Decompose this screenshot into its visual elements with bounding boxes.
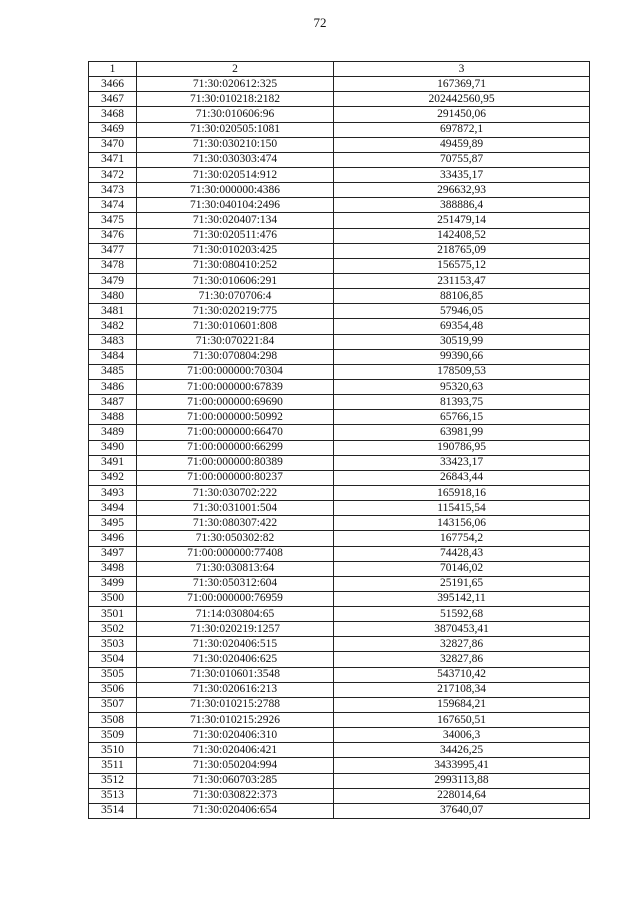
table-body: [89, 77, 590, 819]
cadastral-number-cell: 71:30:020406:654: [137, 803, 334, 818]
value-cell: 251479,14: [334, 213, 590, 228]
row-number-cell: 3479: [89, 273, 137, 288]
row-number-cell: 3487: [89, 395, 137, 410]
cadastral-number-cell: 71:30:010606:96: [137, 107, 334, 122]
table-row: [89, 652, 590, 667]
table-row: [89, 379, 590, 394]
table-row: [89, 455, 590, 470]
value-cell: 70146,02: [334, 561, 590, 576]
value-cell: 217108,34: [334, 682, 590, 697]
table-row: [89, 410, 590, 425]
row-number-cell: 3511: [89, 758, 137, 773]
row-number-cell: 3495: [89, 516, 137, 531]
table-row: [89, 213, 590, 228]
table-row: [89, 243, 590, 258]
row-number-cell: 3502: [89, 622, 137, 637]
table-row: [89, 591, 590, 606]
table-row: [89, 576, 590, 591]
value-cell: 32827,86: [334, 637, 590, 652]
value-cell: 33423,17: [334, 455, 590, 470]
row-number-cell: 3506: [89, 682, 137, 697]
table-row: [89, 682, 590, 697]
value-cell: 57946,05: [334, 304, 590, 319]
cadastral-number-cell: 71:00:000000:80389: [137, 455, 334, 470]
cadastral-number-cell: 71:00:000000:77408: [137, 546, 334, 561]
cadastral-number-cell: 71:30:030210:150: [137, 137, 334, 152]
table-row: [89, 77, 590, 92]
cadastral-number-cell: 71:00:000000:76959: [137, 591, 334, 606]
row-number-cell: 3497: [89, 546, 137, 561]
column-header-2: 2: [137, 62, 334, 77]
cadastral-number-cell: 71:30:020612:325: [137, 77, 334, 92]
column-header-3: 3: [334, 62, 590, 77]
table-row: [89, 395, 590, 410]
value-cell: 115415,54: [334, 501, 590, 516]
cadastral-number-cell: 71:30:020219:1257: [137, 622, 334, 637]
value-cell: 33435,17: [334, 167, 590, 182]
row-number-cell: 3514: [89, 803, 137, 818]
table-row: [89, 773, 590, 788]
table-row: [89, 622, 590, 637]
value-cell: 228014,64: [334, 788, 590, 803]
value-cell: 296632,93: [334, 183, 590, 198]
cadastral-number-cell: 71:30:020616:213: [137, 682, 334, 697]
value-cell: 95320,63: [334, 379, 590, 394]
cadastral-number-cell: 71:30:080410:252: [137, 258, 334, 273]
cadastral-number-cell: 71:30:030813:64: [137, 561, 334, 576]
cadastral-number-cell: 71:30:010218:2182: [137, 92, 334, 107]
row-number-cell: 3470: [89, 137, 137, 152]
cadastral-number-cell: 71:30:020505:1081: [137, 122, 334, 137]
row-number-cell: 3474: [89, 198, 137, 213]
value-cell: 25191,65: [334, 576, 590, 591]
page-number: 72: [313, 15, 327, 30]
table-row: [89, 425, 590, 440]
table-row: [89, 546, 590, 561]
table-row: [89, 289, 590, 304]
value-cell: 34426,25: [334, 743, 590, 758]
table-row: [89, 137, 590, 152]
cadastral-number-cell: 71:30:010601:3548: [137, 667, 334, 682]
cadastral-number-cell: 71:30:010215:2926: [137, 713, 334, 728]
row-number-cell: 3498: [89, 561, 137, 576]
cadastral-number-cell: 71:30:070706:4: [137, 289, 334, 304]
value-cell: 167650,51: [334, 713, 590, 728]
table-row: [89, 349, 590, 364]
row-number-cell: 3500: [89, 591, 137, 606]
value-cell: 3870453,41: [334, 622, 590, 637]
row-number-cell: 3513: [89, 788, 137, 803]
value-cell: 26843,44: [334, 470, 590, 485]
cadastral-number-cell: 71:30:020406:421: [137, 743, 334, 758]
table-row: [89, 667, 590, 682]
row-number-cell: 3485: [89, 364, 137, 379]
table-row: [89, 470, 590, 485]
cadastral-number-cell: 71:30:070221:84: [137, 334, 334, 349]
value-cell: 231153,47: [334, 273, 590, 288]
value-cell: 2993113,88: [334, 773, 590, 788]
row-number-cell: 3475: [89, 213, 137, 228]
table-row: [89, 319, 590, 334]
row-number-cell: 3488: [89, 410, 137, 425]
value-cell: 65766,15: [334, 410, 590, 425]
row-number-cell: 3480: [89, 289, 137, 304]
value-cell: 143156,06: [334, 516, 590, 531]
value-cell: 156575,12: [334, 258, 590, 273]
cadastral-number-cell: 71:30:050302:82: [137, 531, 334, 546]
table-row: [89, 440, 590, 455]
table-row: [89, 122, 590, 137]
cadastral-number-cell: 71:30:010601:808: [137, 319, 334, 334]
table-row: [89, 273, 590, 288]
cadastral-number-cell: 71:30:030303:474: [137, 152, 334, 167]
table-row: [89, 304, 590, 319]
column-header-1: 1: [89, 62, 137, 77]
value-cell: 218765,09: [334, 243, 590, 258]
cadastral-number-cell: 71:30:020511:476: [137, 228, 334, 243]
table-row: [89, 92, 590, 107]
row-number-cell: 3508: [89, 713, 137, 728]
table-row: [89, 788, 590, 803]
cadastral-number-cell: 71:30:020406:625: [137, 652, 334, 667]
value-cell: 142408,52: [334, 228, 590, 243]
cadastral-number-cell: 71:30:020514:912: [137, 167, 334, 182]
row-number-cell: 3504: [89, 652, 137, 667]
cadastral-number-cell: 71:30:010215:2788: [137, 697, 334, 712]
row-number-cell: 3509: [89, 728, 137, 743]
table-row: [89, 637, 590, 652]
value-cell: 3433995,41: [334, 758, 590, 773]
row-number-cell: 3496: [89, 531, 137, 546]
value-cell: 543710,42: [334, 667, 590, 682]
row-number-cell: 3473: [89, 183, 137, 198]
cadastral-number-cell: 71:30:010606:291: [137, 273, 334, 288]
value-cell: 167754,2: [334, 531, 590, 546]
row-number-cell: 3468: [89, 107, 137, 122]
data-table: [88, 61, 590, 819]
cadastral-number-cell: 71:30:040104:2496: [137, 198, 334, 213]
value-cell: 159684,21: [334, 697, 590, 712]
value-cell: 74428,43: [334, 546, 590, 561]
value-cell: 99390,66: [334, 349, 590, 364]
value-cell: 70755,87: [334, 152, 590, 167]
table-row: [89, 516, 590, 531]
value-cell: 202442560,95: [334, 92, 590, 107]
row-number-cell: 3512: [89, 773, 137, 788]
row-number-cell: 3501: [89, 607, 137, 622]
row-number-cell: 3469: [89, 122, 137, 137]
table-row: [89, 501, 590, 516]
value-cell: 178509,53: [334, 364, 590, 379]
table-row: [89, 152, 590, 167]
table-row: [89, 485, 590, 500]
row-number-cell: 3466: [89, 77, 137, 92]
cadastral-number-cell: 71:00:000000:66470: [137, 425, 334, 440]
value-cell: 63981,99: [334, 425, 590, 440]
row-number-cell: 3477: [89, 243, 137, 258]
row-number-cell: 3491: [89, 455, 137, 470]
table-row: [89, 198, 590, 213]
cadastral-number-cell: 71:30:060703:285: [137, 773, 334, 788]
value-cell: 88106,85: [334, 289, 590, 304]
cadastral-number-cell: 71:00:000000:80237: [137, 470, 334, 485]
cadastral-number-cell: 71:30:010203:425: [137, 243, 334, 258]
table-row: [89, 697, 590, 712]
row-number-cell: 3481: [89, 304, 137, 319]
cadastral-number-cell: 71:30:030702:222: [137, 485, 334, 500]
row-number-cell: 3490: [89, 440, 137, 455]
row-number-cell: 3478: [89, 258, 137, 273]
cadastral-number-cell: 71:30:000000:4386: [137, 183, 334, 198]
value-cell: 49459,89: [334, 137, 590, 152]
value-cell: 291450,06: [334, 107, 590, 122]
value-cell: 81393,75: [334, 395, 590, 410]
cadastral-number-cell: 71:30:080307:422: [137, 516, 334, 531]
table-row: [89, 728, 590, 743]
value-cell: 34006,3: [334, 728, 590, 743]
row-number-cell: 3484: [89, 349, 137, 364]
cadastral-number-cell: 71:30:020406:515: [137, 637, 334, 652]
cadastral-number-cell: 71:00:000000:67839: [137, 379, 334, 394]
row-number-cell: 3503: [89, 637, 137, 652]
cadastral-number-cell: 71:30:050204:994: [137, 758, 334, 773]
table-row: [89, 364, 590, 379]
row-number-cell: 3510: [89, 743, 137, 758]
table-row: [89, 743, 590, 758]
value-cell: 388886,4: [334, 198, 590, 213]
value-cell: 32827,86: [334, 652, 590, 667]
row-number-cell: 3494: [89, 501, 137, 516]
table-row: [89, 258, 590, 273]
value-cell: 69354,48: [334, 319, 590, 334]
cadastral-number-cell: 71:30:020406:310: [137, 728, 334, 743]
table-row: [89, 167, 590, 182]
row-number-cell: 3499: [89, 576, 137, 591]
value-cell: 697872,1: [334, 122, 590, 137]
value-cell: 30519,99: [334, 334, 590, 349]
row-number-cell: 3486: [89, 379, 137, 394]
row-number-cell: 3493: [89, 485, 137, 500]
value-cell: 395142,11: [334, 591, 590, 606]
row-number-cell: 3505: [89, 667, 137, 682]
value-cell: 37640,07: [334, 803, 590, 818]
row-number-cell: 3507: [89, 697, 137, 712]
row-number-cell: 3471: [89, 152, 137, 167]
value-cell: 165918,16: [334, 485, 590, 500]
row-number-cell: 3482: [89, 319, 137, 334]
table-row: [89, 561, 590, 576]
cadastral-number-cell: 71:30:070804:298: [137, 349, 334, 364]
cadastral-number-cell: 71:30:030822:373: [137, 788, 334, 803]
table-row: [89, 334, 590, 349]
row-number-cell: 3489: [89, 425, 137, 440]
cadastral-number-cell: 71:30:020219:775: [137, 304, 334, 319]
cadastral-number-cell: 71:30:020407:134: [137, 213, 334, 228]
table-row: [89, 713, 590, 728]
row-number-cell: 3492: [89, 470, 137, 485]
row-number-cell: 3467: [89, 92, 137, 107]
cadastral-number-cell: 71:00:000000:50992: [137, 410, 334, 425]
table-row: [89, 228, 590, 243]
cadastral-number-cell: 71:30:031001:504: [137, 501, 334, 516]
cadastral-number-cell: 71:00:000000:69690: [137, 395, 334, 410]
row-number-cell: 3476: [89, 228, 137, 243]
cadastral-number-cell: 71:00:000000:66299: [137, 440, 334, 455]
table-row: [89, 803, 590, 818]
table-row: [89, 183, 590, 198]
value-cell: 190786,95: [334, 440, 590, 455]
row-number-cell: 3483: [89, 334, 137, 349]
table-row: [89, 758, 590, 773]
table-header-row: [89, 62, 590, 77]
value-cell: 51592,68: [334, 607, 590, 622]
table-row: [89, 107, 590, 122]
cadastral-number-cell: 71:00:000000:70304: [137, 364, 334, 379]
cadastral-number-cell: 71:14:030804:65: [137, 607, 334, 622]
row-number-cell: 3472: [89, 167, 137, 182]
table-row: [89, 607, 590, 622]
cadastral-number-cell: 71:30:050312:604: [137, 576, 334, 591]
value-cell: 167369,71: [334, 77, 590, 92]
table-row: [89, 531, 590, 546]
